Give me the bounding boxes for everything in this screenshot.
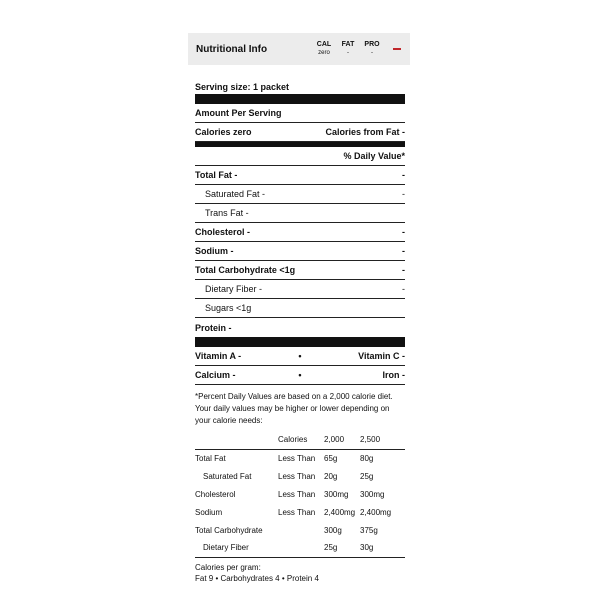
table-cell: 65g [324,453,338,463]
nutrition-panel [188,33,410,65]
stat-value: - [371,50,373,56]
nutrition-header [188,33,410,65]
stat-calories [312,41,336,57]
table-row [195,485,405,503]
vitamin-left: Calcium - [195,370,236,380]
nutrient-row [195,261,405,280]
bullet-separator: • [298,351,302,361]
table-cell: 375g [360,525,378,535]
table-cell: Sodium [195,507,223,517]
table-cell: Calories [278,431,324,449]
table-cell: Saturated Fat [203,471,252,481]
table-cell: Less Than [278,507,316,517]
daily-value-header [195,147,405,166]
nutrient-name: Total Fat - [195,170,238,180]
table-cell: 30g [360,539,405,557]
nutrient-row [195,204,405,223]
table-cell: 2,000 [324,431,360,449]
nutrient-row [195,299,405,318]
footnote: *Percent Daily Values are based on a 2,000 calorie diet. Your daily values may be higher or lower depending on your calorie needs: [195,392,393,425]
nutrition-facts-label [195,80,405,584]
table-row [195,503,405,521]
table-cell: Less Than [278,453,316,463]
calories-from-fat-text: Calories from Fat - [325,127,405,137]
stat-value: zero [318,50,330,56]
minus-icon [393,48,401,50]
stat-label: FAT [341,41,355,48]
nutrient-dv: - [402,284,405,294]
vitamin-row [195,366,405,385]
bullet-separator: • [298,370,302,380]
table-row [195,539,405,557]
nutrient-name: Sodium - [195,246,234,256]
nutrient-dv: - [402,246,405,256]
thick-divider [195,94,405,104]
nutrient-dv: - [402,189,405,199]
table-cell: 2,400mg [360,507,392,517]
nutrient-row [195,318,405,337]
nutrient-dv: - [402,170,405,180]
nutrient-row [195,223,405,242]
table-cell: 300g [324,525,342,535]
table-cell: 80g [360,453,374,463]
calories-per-gram [195,562,405,584]
stat-value: - [347,50,349,56]
table-cell [278,521,324,539]
table-cell: Total Carbohydrate [195,525,263,535]
stat-protein [360,41,384,57]
vitamin-right: Iron - [382,370,405,380]
nutrient-name: Saturated Fat - [205,189,266,199]
table-cell: 2,400mg [324,507,356,517]
calories-per-gram-values: Fat 9 • Carbohydrates 4 • Protein 4 [195,573,319,583]
table-cell: 20g [324,471,338,481]
daily-values-table [195,431,405,558]
table-cell: Total Fat [195,453,226,463]
table-cell [195,431,278,449]
vitamin-left: Vitamin A - [195,351,242,361]
nutrient-row [195,242,405,261]
nutrient-name: Cholesterol - [195,227,251,237]
table-row [195,467,405,485]
calories-row [195,123,405,142]
nutrient-name: Protein - [195,322,232,333]
nutrient-row [195,185,405,204]
amount-per-serving-text: Amount Per Serving [195,108,282,118]
table-cell: 300mg [360,489,385,499]
table-cell: Cholesterol [195,489,236,499]
table-row [195,449,405,467]
amount-per-serving [195,104,405,123]
nutrient-dv: - [402,227,405,237]
table-cell [278,539,324,557]
panel-title: Nutritional Info [196,43,268,55]
nutrient-name: Sugars <1g [205,303,252,313]
table-cell: 300mg [324,489,349,499]
vitamin-right: Vitamin C - [358,351,405,361]
nutrient-name: Trans Fat - [205,208,249,218]
table-cell: Dietary Fiber [195,539,278,557]
collapse-button[interactable] [384,33,410,65]
stat-fat [336,41,360,57]
table-cell: 25g [360,471,374,481]
stat-label: PRO [364,41,380,48]
nutrient-dv: - [402,265,405,275]
table-cell: 2,500 [360,431,405,449]
serving-size-text: Serving size: 1 packet [195,82,290,92]
table-cell: Less Than [278,471,316,481]
thick-divider [195,337,405,347]
table-cell: Less Than [278,489,316,499]
nutrient-row [195,280,405,299]
table-header-row [195,431,405,449]
vitamin-row [195,347,405,366]
nutrient-name: Dietary Fiber - [205,284,263,294]
calories-text: Calories zero [195,127,252,137]
calories-per-gram-title: Calories per gram: [195,562,261,572]
table-cell: 25g [324,539,360,557]
nutrient-name: Total Carbohydrate <1g [195,265,296,275]
stat-label: CAL [316,41,332,48]
table-row [195,521,405,539]
serving-size [195,80,405,94]
daily-value-header-text: % Daily Value* [343,151,405,161]
nutrient-row [195,166,405,185]
